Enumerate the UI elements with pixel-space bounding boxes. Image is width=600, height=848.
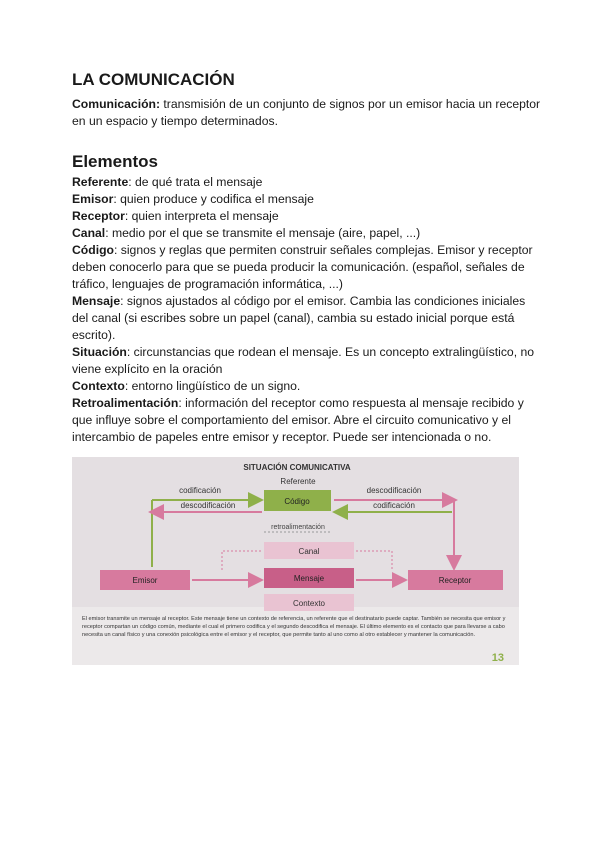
element-text: : signos y reglas que permiten construir señales complejas. Emisor y receptor deben conocerlo para que se pueda producir la comunicación. (español, señales de tráfico, lenguajes de programación informática, ...) [72,243,533,291]
retroalimentacion-label: retroalimentación [271,524,325,531]
codificacion-right-label: codificación [373,501,415,510]
descodificacion-left-label: descodificación [180,501,236,510]
intro-term: Comunicación: [72,97,161,111]
caption-container [82,615,507,663]
element-text: : información del receptor como respuesta al mensaje recibido y que influye sobre el comportamiento del emisor. Abre el circuito comunicativo y el intercambio de papeles entre emisor y receptor. Puede ser intencionada o no. [72,396,524,444]
element-term: Situación [72,345,127,359]
element-definition-mensaje [72,293,542,344]
element-definition-retroalimentacion [72,395,542,446]
codificacion-left-label: codificación [179,486,221,495]
diagram-caption: El emisor transmite un mensaje al receptor. Este mensaje tiene un contexto de referencia, un referente que el destinatario puede captar. También se necesita que emisor y receptor compartan un código común, mediante el cual el primero codifica y el segundo descodifica el mensaje. El último elemento es el contacto que para llevarse a cabo necesita un canal físico y una conexión psicológica entre el emisor y el receptor, que permite tanto al uno como al otro establecer y mantener la comunicación. [82,616,506,638]
element-definition-canal [72,225,542,242]
element-text: : entorno lingüístico de un signo. [124,379,301,393]
page-title: LA COMUNICACIÓN [72,70,235,89]
mensaje-label: Mensaje [293,574,325,583]
element-text: : medio por el que se transmite el mensaje (aire, papel, ...) [105,226,421,240]
element-term: Retroalimentación [72,396,179,410]
element-text: : quien produce y codifica el mensaje [113,192,314,206]
codigo-label: Código [284,497,310,506]
diagram-svg [72,457,519,665]
intro-text: transmisión de un conjunto de signos por un emisor hacia un receptor en un espacio y tiempo determinados. [72,97,541,128]
element-text: : quien interpreta el mensaje [124,209,279,223]
element-term: Contexto [72,379,125,393]
element-term: Emisor [72,192,114,206]
element-text: : de qué trata el mensaje [128,175,263,189]
element-term: Canal [72,226,106,240]
diagram-title: SITUACIÓN COMUNICATIVA [243,463,351,472]
receptor-label: Receptor [438,576,472,585]
contexto-label: Contexto [292,599,326,608]
section-title: Elementos [72,152,158,171]
page-number: 13 [491,652,504,664]
element-definition-receptor [72,208,542,225]
element-definition-situacion [72,344,542,378]
descodificacion-right-label: descodificación [366,486,422,495]
element-term: Mensaje [72,294,121,308]
communication-diagram-photo [72,457,519,665]
element-definition-emisor [72,191,542,208]
element-definition-referente [72,174,542,191]
element-term: Código [72,243,114,257]
emisor-label: Emisor [132,576,158,585]
elements-list [72,174,542,446]
intro-paragraph [72,96,542,130]
element-definition-codigo [72,242,542,293]
element-term: Referente [72,175,129,189]
element-term: Receptor [72,209,125,223]
element-text: : signos ajustados al código por el emisor. Cambia las condiciones iniciales del canal (si escribes sobre un papel (canal), cambia su estado inicial porque está escrito). [72,294,526,342]
diagram-referente-label: Referente [280,477,316,486]
element-text: : circunstancias que rodean el mensaje. Es un concepto extralingüístico, no viene explícito en la oración [72,345,535,376]
element-definition-contexto [72,378,542,395]
canal-label: Canal [298,547,320,556]
